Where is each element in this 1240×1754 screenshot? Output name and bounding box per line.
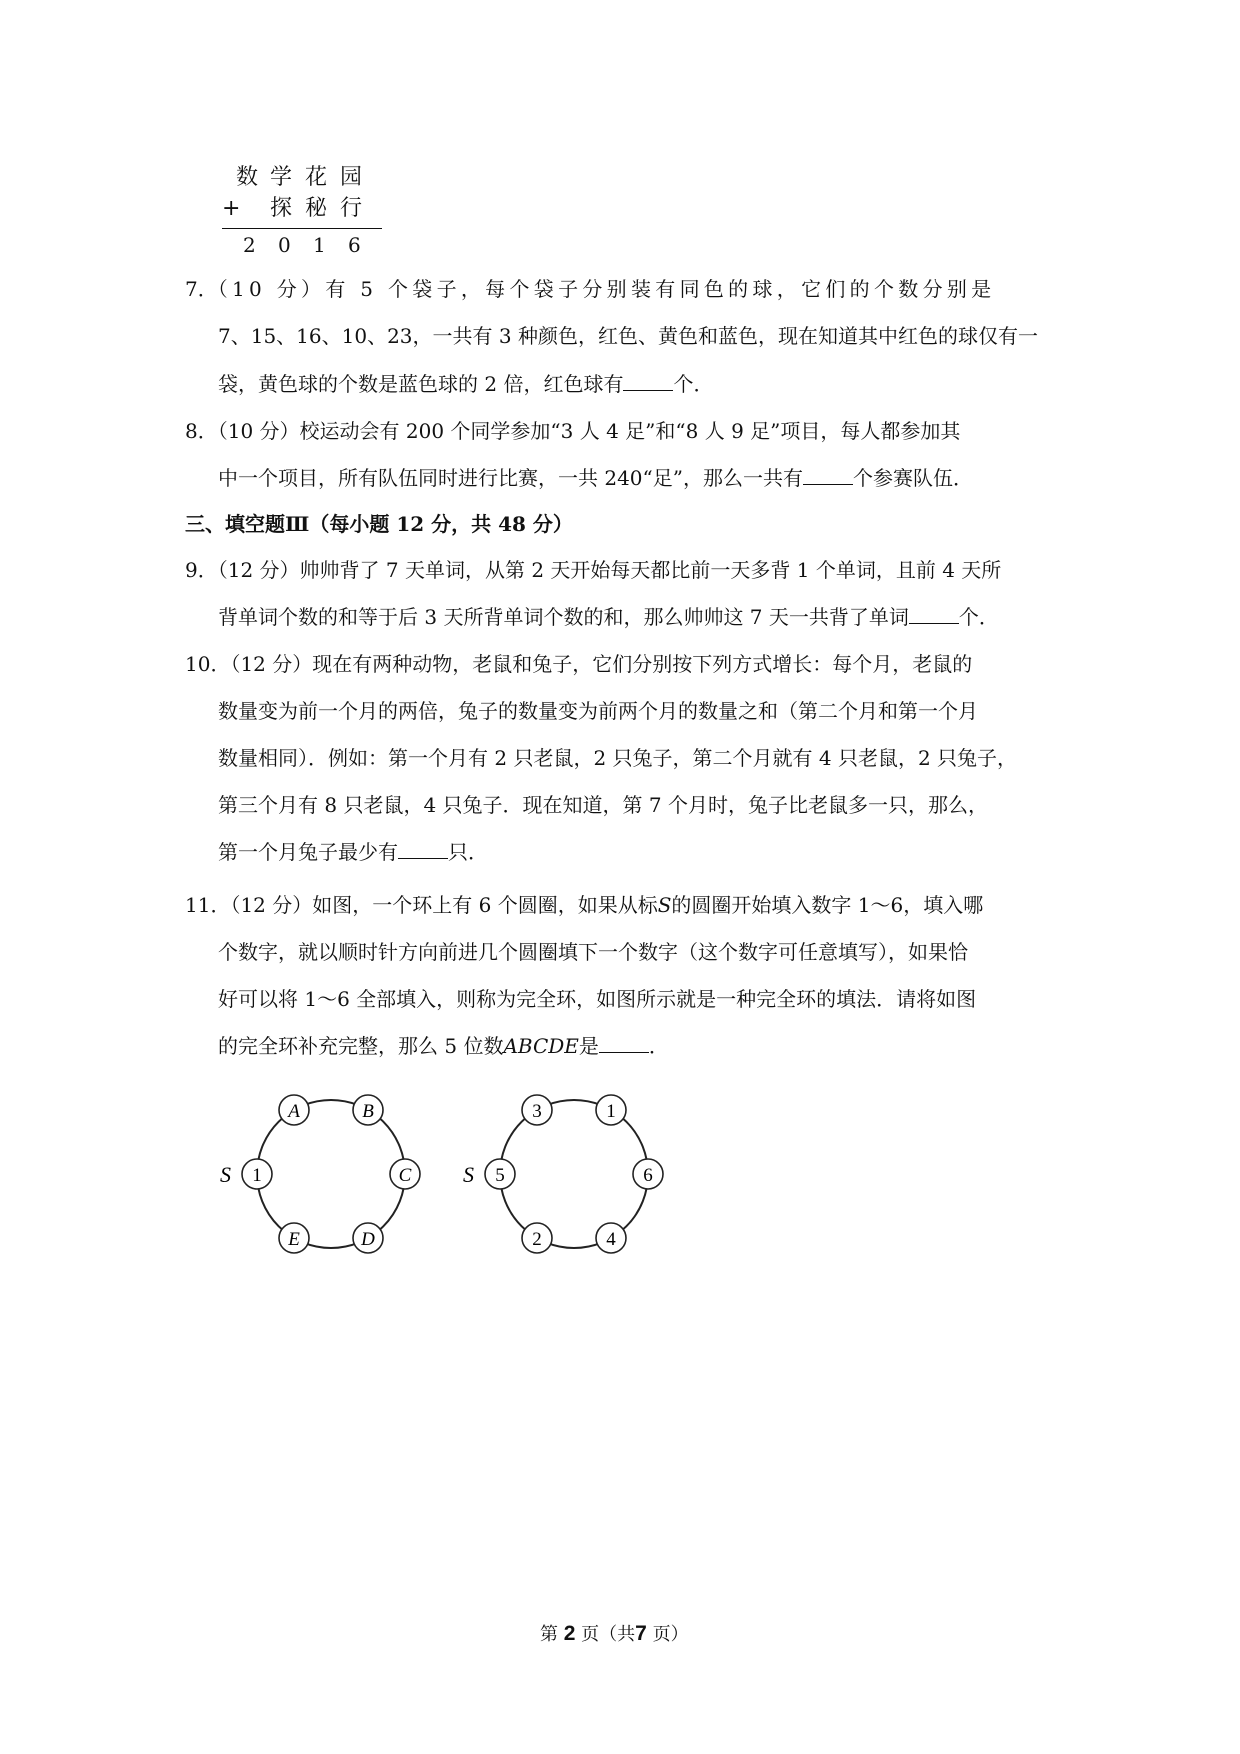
q8-text: 中一个项目，所有队伍同时进行比赛，一共 240“足”，那么一共有 — [218, 466, 803, 490]
node-label: 1 — [252, 1165, 262, 1186]
puzzle-char: 花 — [305, 165, 328, 190]
node-label: 1 — [606, 1101, 616, 1122]
result-digit: 6 — [348, 233, 361, 257]
ring-2-loop — [500, 1100, 648, 1248]
answer-blank[interactable] — [398, 840, 448, 859]
variable-s: S — [657, 893, 672, 917]
ring-1-loop — [257, 1100, 405, 1248]
q7-text: （10 分）有 5 个袋子，每个袋子分别装有同色的球，它们的个数分别是 — [217, 277, 996, 301]
q9-number: 9． — [185, 558, 218, 582]
answer-blank[interactable] — [599, 1034, 649, 1053]
q7-text: 7、15、16、10、23，一共有 3 种颜色，红色、黄色和蓝色，现在知道其中红色的球仅有一 — [218, 324, 1038, 348]
q11-text: （12 分）如图，一个环上有 6 个圆圈，如果从标 — [230, 893, 658, 917]
q10-number: 10． — [185, 652, 231, 676]
node-label: D — [361, 1229, 375, 1250]
q11-number: 11． — [185, 893, 231, 917]
node-label: 6 — [643, 1165, 653, 1186]
ring-node — [522, 1223, 552, 1253]
ring-node — [279, 1095, 309, 1125]
section-heading: 三、填空题Ⅲ（每小题 12 分，共 48 分） — [185, 512, 573, 536]
puzzle-char: 探 — [270, 196, 293, 221]
q7-line-1 — [185, 277, 995, 301]
puzzle-char: 行 — [340, 196, 363, 221]
ring-1-s-label: S — [220, 1162, 231, 1187]
puzzle-char: 学 — [270, 165, 293, 190]
page-number: 2 — [563, 1622, 576, 1645]
result-digit: 1 — [313, 233, 326, 257]
q10-line-5 — [218, 840, 488, 864]
ring-diagrams — [0, 1070, 760, 1270]
node-label: A — [288, 1101, 300, 1122]
footer-text: 页） — [652, 1624, 689, 1645]
q9-text: 个． — [958, 605, 999, 629]
puzzle-char: 园 — [340, 165, 363, 190]
node-label: 2 — [532, 1229, 542, 1250]
q10-line-3: 数量相同）．例如：第一个月有 2 只老鼠，2 只兔子，第二个月就有 4 只老鼠，2 只兔子， — [218, 746, 1018, 770]
ring-node — [353, 1095, 383, 1125]
ring-node — [596, 1223, 626, 1253]
q10-text: （12 分）现在有两种动物，老鼠和兔子，它们分别按下列方式增长：每个月，老鼠的 — [230, 652, 973, 676]
q11-line-1 — [185, 893, 983, 917]
q8-text: （10 分）校运动会有 200 个同学参加“3 人 4 足”和“8 人 9 足”项目，每人都参加其 — [217, 419, 961, 443]
plus-sign: + — [222, 196, 241, 221]
ring-node — [522, 1095, 552, 1125]
answer-blank[interactable] — [623, 372, 673, 391]
result-digit: 0 — [278, 233, 291, 257]
ring-node — [485, 1159, 515, 1189]
q7-line-3 — [218, 372, 713, 396]
q11-text: ． — [648, 1034, 669, 1058]
q7-text: 袋，黄色球的个数是蓝色球的 2 倍，红色球有 — [218, 372, 624, 396]
ring-node — [353, 1223, 383, 1253]
node-label: 5 — [495, 1165, 505, 1186]
puzzle-char: 数 — [236, 165, 259, 190]
q11-line-2: 个数字，就以顺时针方向前进几个圆圈填下一个数字（这个数字可任意填写），如果恰 — [218, 940, 968, 964]
q8-line-2 — [218, 466, 973, 490]
q9-line-2 — [218, 605, 999, 629]
answer-blank[interactable] — [909, 605, 959, 624]
puzzle-char: 秘 — [305, 196, 328, 221]
q10-text: 第一个月兔子最少有 — [218, 840, 398, 864]
q7-text: 个． — [673, 372, 714, 396]
footer-text: 第 — [540, 1624, 558, 1645]
q9-text: （12 分）帅帅背了 7 天单词，从第 2 天开始每天都比前一天多背 1 个单词，且前 4 天所 — [217, 558, 1002, 582]
q11-text: 是 — [578, 1034, 599, 1058]
answer-blank[interactable] — [803, 466, 853, 485]
q11-line-4 — [218, 1034, 669, 1058]
q11-text: 的完全环补充完整，那么 5 位数 — [218, 1034, 504, 1058]
sum-rule — [222, 228, 382, 229]
q9-line-1 — [185, 558, 1001, 582]
node-label: B — [362, 1101, 374, 1122]
result-digit: 2 — [243, 233, 256, 257]
ring-2-s-label: S — [463, 1162, 474, 1187]
variable-abcde: ABCDE — [503, 1034, 579, 1058]
page-footer — [540, 1620, 689, 1646]
ring-node — [390, 1159, 420, 1189]
ring-2 — [463, 1095, 663, 1253]
q8-text: 个参赛队伍． — [852, 466, 973, 490]
q10-line-2: 数量变为前一个月的两倍，兔子的数量变为前两个月的数量之和（第二个月和第一个月 — [218, 699, 978, 723]
total-pages: 7 — [635, 1622, 647, 1645]
ring-node — [242, 1159, 272, 1189]
q11-text: 的圆圈开始填入数字 1～6，填入哪 — [671, 893, 984, 917]
q8-line-1 — [185, 419, 960, 443]
ring-node — [279, 1223, 309, 1253]
ring-1 — [220, 1095, 420, 1253]
ring-node — [596, 1095, 626, 1125]
footer-text: 页（共 — [581, 1624, 636, 1645]
q10-line-1 — [185, 652, 972, 676]
q7-line-2 — [218, 324, 1038, 348]
q8-number: 8． — [185, 419, 218, 443]
q9-text: 背单词个数的和等于后 3 天所背单词个数的和，那么帅帅这 7 天一共背了单词 — [218, 605, 909, 629]
node-label: E — [288, 1229, 300, 1250]
ring-node — [633, 1159, 663, 1189]
q7-number: 7． — [185, 277, 218, 301]
node-label: C — [398, 1165, 412, 1186]
q11-line-3: 好可以将 1～6 全部填入，则称为完全环，如图所示就是一种完全环的填法．请将如图 — [218, 987, 977, 1011]
q10-line-4: 第三个月有 8 只老鼠，4 只兔子．现在知道，第 7 个月时，兔子比老鼠多一只，那么， — [218, 793, 988, 817]
node-label: 3 — [532, 1101, 542, 1122]
q10-text: 只． — [448, 840, 488, 864]
node-label: 4 — [606, 1229, 616, 1250]
